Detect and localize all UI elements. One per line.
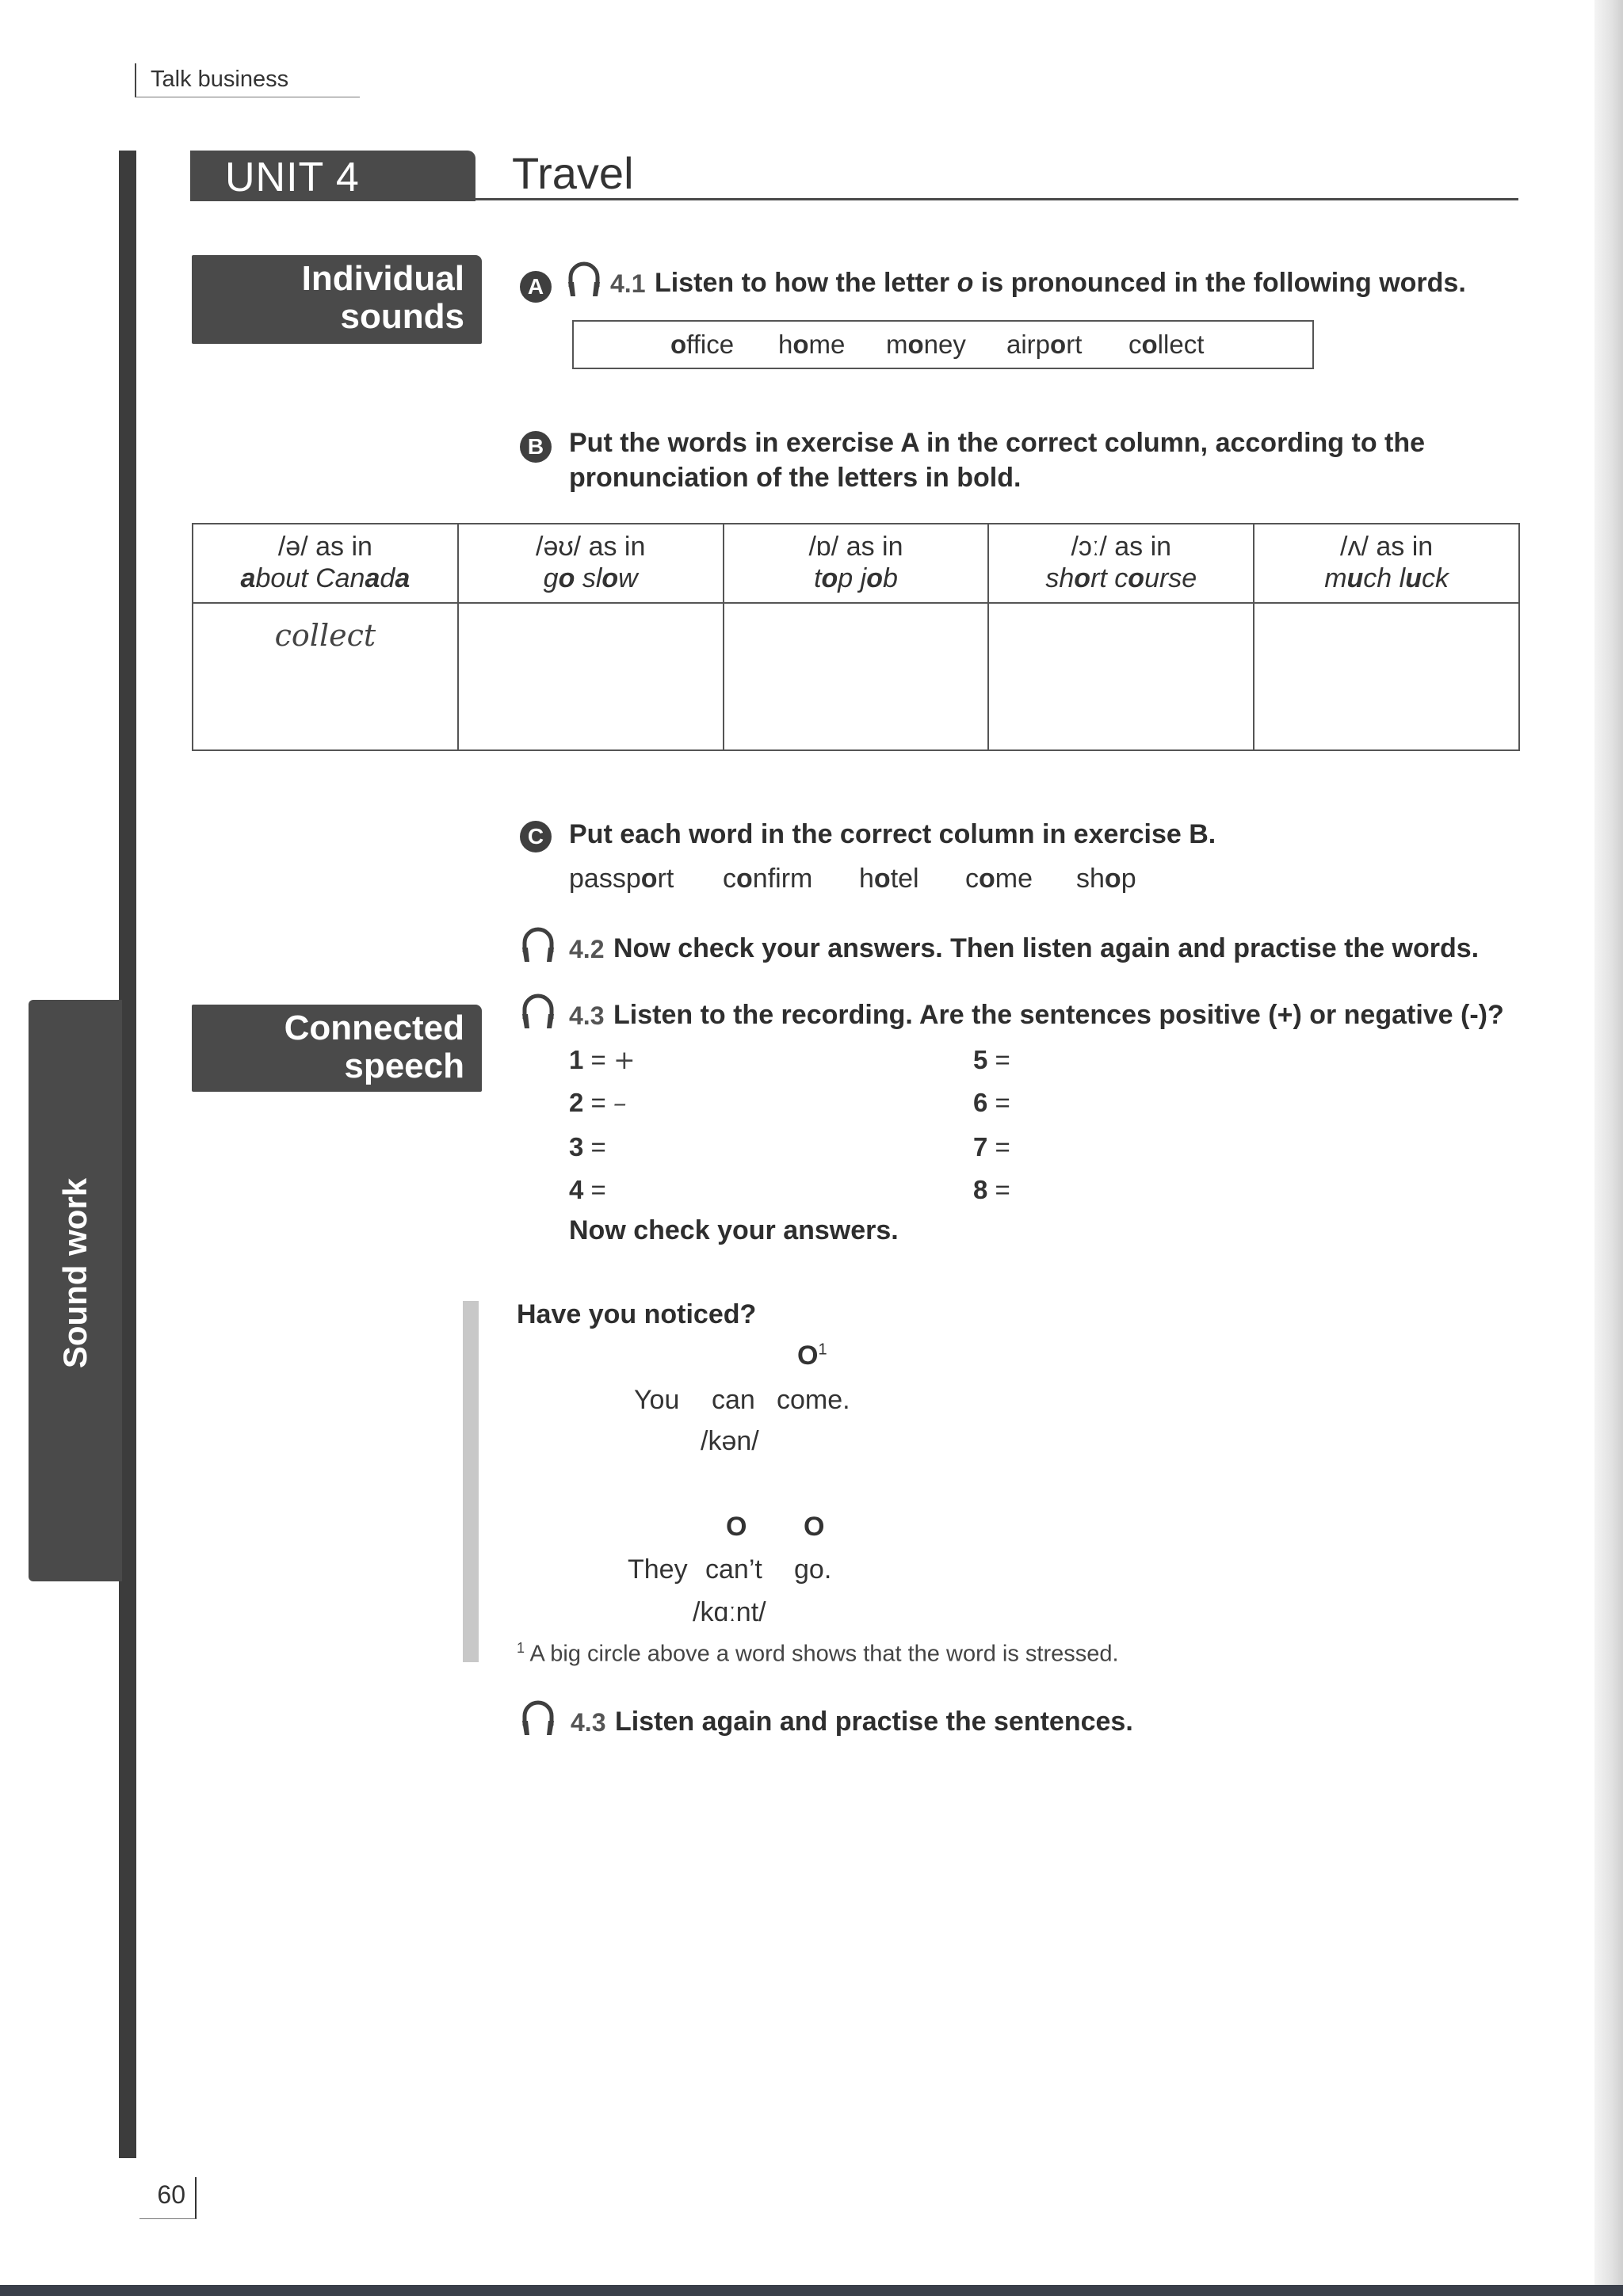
- page-bottom-edge: [0, 2285, 1623, 2296]
- word-airport: airport: [1006, 330, 1083, 359]
- word-confirm: confirm: [723, 864, 813, 894]
- page-number-box: [139, 2177, 197, 2219]
- answer-cell[interactable]: [724, 603, 989, 750]
- sentence2-word: They: [628, 1554, 688, 1585]
- exercise-b-instruction-line2: pronunciation of the letters in bold.: [569, 463, 1022, 493]
- answer-item: 2 = –: [569, 1087, 627, 1118]
- headphones-icon[interactable]: [520, 992, 556, 1032]
- exercise-b-table: [192, 523, 1520, 751]
- table-header-row: [193, 524, 1519, 603]
- sentence2-word: can’t: [705, 1554, 762, 1585]
- page-edge-shadow: [1594, 0, 1623, 2296]
- running-head: [135, 63, 360, 97]
- sentence1-word: come.: [777, 1385, 850, 1415]
- page-number: 60: [157, 2180, 185, 2209]
- answer-cell[interactable]: [988, 603, 1254, 750]
- track-number-4-1: 4.1: [610, 269, 646, 298]
- word-collect: collect: [1128, 330, 1205, 359]
- track-number-4-2: 4.2: [569, 935, 605, 963]
- check-42-instruction: Now check your answers. Then listen again and practise the words.: [613, 933, 1480, 963]
- unit-label: UNIT 4: [225, 154, 360, 200]
- exercise-a-instruction: [655, 268, 1466, 299]
- answer-cell[interactable]: [458, 603, 724, 750]
- exercise-a-word-box: [572, 320, 1314, 369]
- sentence1-word: can: [712, 1385, 755, 1415]
- answer-item: 8 =: [973, 1175, 1010, 1204]
- sentence2-word: go.: [794, 1554, 832, 1585]
- track-number-4-3: 4.3: [569, 1001, 605, 1030]
- table-answer-row: [193, 603, 1519, 750]
- stress-marker: O: [804, 1512, 825, 1542]
- exercise-c-badge: C: [520, 821, 552, 852]
- answer-item: 5 =: [973, 1045, 1010, 1074]
- answer-item: 6 =: [973, 1088, 1010, 1117]
- headphones-icon[interactable]: [520, 925, 556, 965]
- connected-43-instruction: Listen to the recording. Are the sentences positive (+) or negative (-)?: [613, 1000, 1504, 1030]
- section-individual-sounds: Individual sounds: [192, 255, 482, 344]
- listen-again-instruction: Listen again and practise the sentences.: [615, 1707, 1133, 1737]
- track-number-4-3-again: 4.3: [571, 1708, 606, 1737]
- stress-marker: O: [726, 1512, 747, 1542]
- unit-label-box: [190, 151, 475, 201]
- noticed-title: Have you noticed?: [517, 1299, 757, 1329]
- table-header-cell: /ɔː/ as in short course: [988, 524, 1254, 603]
- exercise-a-badge: A: [520, 271, 552, 303]
- notice-sidebar-bar: [463, 1301, 479, 1662]
- headphones-icon[interactable]: [566, 260, 602, 299]
- side-tab-label-wrap: [29, 1000, 122, 1581]
- answer-item: 4 =: [569, 1175, 606, 1204]
- exercise-a-instruction-post: is pronounced in the following words.: [973, 268, 1466, 298]
- word-come: come: [965, 864, 1033, 894]
- answer-item: 7 =: [973, 1132, 1010, 1161]
- answer-item: 3 =: [569, 1132, 606, 1161]
- word-office: office: [670, 330, 735, 359]
- table-header-cell: /ʌ/ as in much luck: [1254, 524, 1519, 603]
- stress-marker: $O^1$: [797, 1341, 827, 1371]
- exercise-b-instruction-line1: Put the words in exercise A in the correct column, according to the: [569, 428, 1426, 458]
- unit-title: Travel: [512, 148, 634, 198]
- exercise-a-instruction-letter: o: [957, 268, 974, 298]
- table-header-cell: /ə/ as in about Canada: [193, 524, 458, 603]
- unit-underline: [475, 198, 1518, 200]
- footnote: $^1$ A big circle above a word shows that the word is stressed.: [517, 1640, 1119, 1667]
- handwritten-answer: collect: [274, 618, 376, 653]
- word-home: home: [778, 330, 846, 359]
- section-connected-speech: Connected speech: [192, 1005, 482, 1092]
- table-header-cell: /əʊ/ as in go slow: [458, 524, 724, 603]
- answer-cell[interactable]: [1254, 603, 1519, 750]
- answer-cell[interactable]: [193, 603, 458, 750]
- exercise-b-badge: B: [520, 431, 552, 463]
- sentence2-ipa: /kɑːnt/: [693, 1597, 766, 1627]
- side-tab-label: Sound work: [56, 1177, 94, 1369]
- table-header-cell: /ɒ/ as in top job: [724, 524, 989, 603]
- sentence1-ipa: /kən/: [701, 1426, 759, 1456]
- sentence1-word: You: [634, 1385, 680, 1415]
- word-passport: passport: [569, 864, 674, 894]
- check-answers-text: Now check your answers.: [569, 1215, 899, 1245]
- headphones-icon[interactable]: [520, 1699, 556, 1738]
- answer-item: 1 = +: [569, 1044, 636, 1075]
- exercise-a-instruction-pre: Listen to how the letter: [655, 268, 957, 298]
- exercise-c-instruction: Put each word in the correct column in exercise B.: [569, 819, 1216, 849]
- word-money: money: [886, 330, 966, 359]
- word-shop: shop: [1076, 864, 1136, 894]
- running-head-text: Talk business: [151, 67, 289, 92]
- word-hotel: hotel: [859, 864, 919, 894]
